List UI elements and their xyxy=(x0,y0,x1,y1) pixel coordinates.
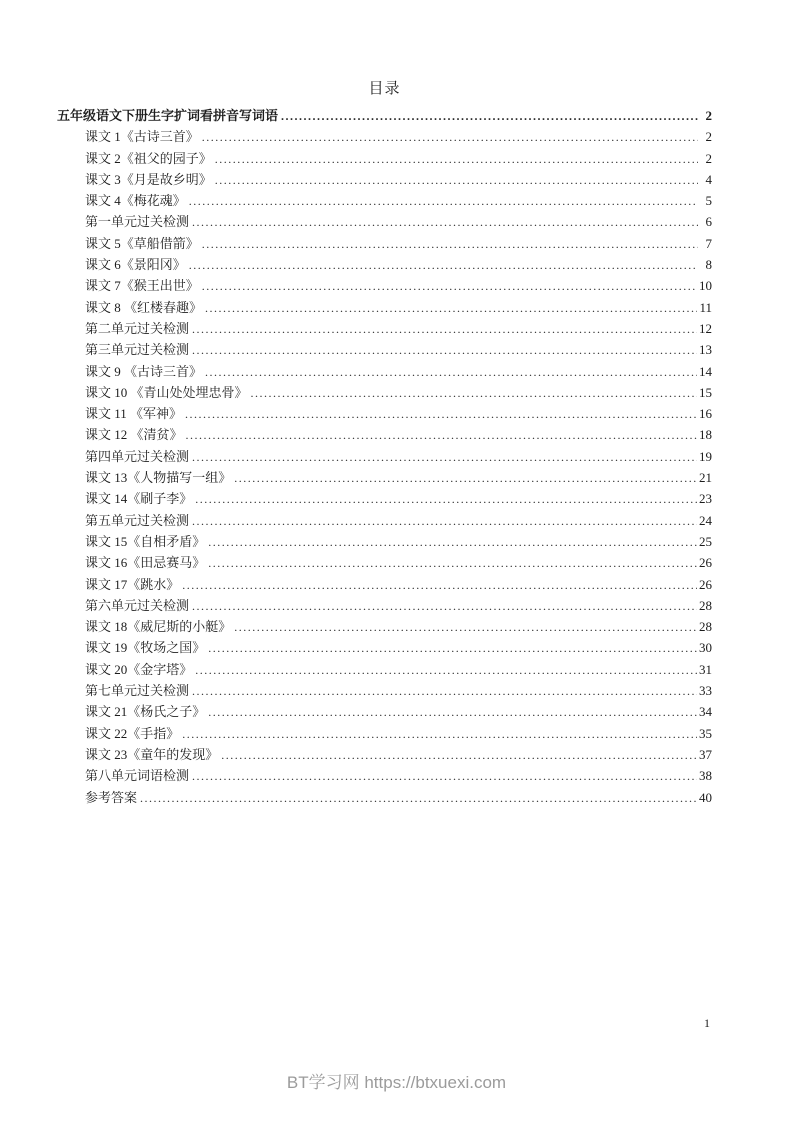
toc-entry[interactable] xyxy=(57,148,712,169)
toc-entry-label: 课文 3《月是故乡明》 xyxy=(85,171,212,187)
toc-entry-label: 课文 22《手指》 xyxy=(85,725,180,741)
toc-entry-page: 13 xyxy=(699,342,712,358)
toc-entry-label: 参考答案 xyxy=(85,789,138,805)
toc-entry[interactable] xyxy=(57,211,712,232)
toc-entry-label: 五年级语文下册生字扩词看拼音写词语 xyxy=(57,108,279,123)
toc-entry[interactable] xyxy=(57,361,712,382)
dot-leader xyxy=(202,126,698,148)
toc-entry[interactable] xyxy=(57,637,712,658)
toc-entry-page: 2 xyxy=(705,150,712,166)
dot-leader xyxy=(215,169,698,191)
dot-leader xyxy=(208,637,697,659)
toc-entry-label: 第七单元过关检测 xyxy=(85,683,190,699)
dot-leader xyxy=(205,361,697,383)
toc-entry[interactable] xyxy=(57,424,712,445)
toc-entry-label: 第二单元过关检测 xyxy=(85,320,190,336)
toc-entry-page: 30 xyxy=(699,640,712,656)
toc-entry[interactable] xyxy=(57,680,712,701)
dot-leader xyxy=(182,723,697,745)
toc-entry-label: 课文 6《景阳冈》 xyxy=(85,257,186,273)
toc-entry-label: 课文 4《梅花魂》 xyxy=(85,193,186,209)
toc-entry-label: 课文 7《猴王出世》 xyxy=(85,278,199,294)
toc-entry[interactable] xyxy=(57,595,712,616)
toc-entry[interactable] xyxy=(57,297,712,318)
dot-leader xyxy=(215,148,698,170)
toc-entry[interactable] xyxy=(57,382,712,403)
toc-entry-label: 课文 17《跳水》 xyxy=(85,576,180,592)
toc-entry-label: 课文 9 《古诗三首》 xyxy=(85,363,203,379)
toc-entry[interactable] xyxy=(57,616,712,637)
toc-entry[interactable] xyxy=(57,126,712,147)
dot-leader xyxy=(192,680,697,702)
toc-entry[interactable] xyxy=(57,701,712,722)
toc-entry-label: 第三单元过关检测 xyxy=(85,342,190,358)
toc-entry-page: 34 xyxy=(699,704,712,720)
dot-leader xyxy=(202,233,698,255)
toc-entry-page: 6 xyxy=(705,214,712,230)
toc-entry-label: 课文 23《童年的发现》 xyxy=(85,746,219,762)
toc-entry[interactable] xyxy=(57,467,712,488)
toc-entry[interactable] xyxy=(57,318,712,339)
site-footer-watermark: BT学习网 https://btxuexi.com xyxy=(286,1073,507,1092)
dot-leader xyxy=(192,765,697,787)
toc-entry-page: 28 xyxy=(699,619,712,635)
toc-entry-label: 第八单元词语检测 xyxy=(85,768,190,784)
toc-entry-label: 第六单元过关检测 xyxy=(85,597,190,613)
dot-leader xyxy=(186,424,697,446)
toc-entry[interactable] xyxy=(57,339,712,360)
toc-entry[interactable] xyxy=(57,723,712,744)
toc-entry[interactable] xyxy=(57,105,712,126)
toc-entry-page: 8 xyxy=(705,257,712,273)
dot-leader xyxy=(192,446,697,468)
toc-entry[interactable] xyxy=(57,254,712,275)
toc-entry-label: 课文 16《田忌赛马》 xyxy=(85,555,206,571)
toc-entry-page: 11 xyxy=(699,299,712,315)
toc-entry-page: 19 xyxy=(699,448,712,464)
toc-entry-page: 33 xyxy=(699,683,712,699)
dot-leader xyxy=(192,339,697,361)
toc-entry-label: 第四单元过关检测 xyxy=(85,448,190,464)
toc-entry-page: 40 xyxy=(699,789,712,805)
toc-entry-page: 15 xyxy=(699,384,712,400)
toc-entry[interactable] xyxy=(57,446,712,467)
toc-entry-page: 14 xyxy=(699,363,712,379)
dot-leader xyxy=(192,510,697,532)
toc-entry-page: 2 xyxy=(705,129,712,145)
toc-entry-page: 5 xyxy=(705,193,712,209)
page-number: 1 xyxy=(704,1016,710,1030)
toc-entry-page: 4 xyxy=(705,171,712,187)
toc-entry-label: 课文 20《金字塔》 xyxy=(85,661,193,677)
dot-leader xyxy=(192,595,697,617)
toc-entry-page: 18 xyxy=(699,427,712,443)
toc-entry[interactable] xyxy=(57,552,712,573)
toc-entry[interactable] xyxy=(57,275,712,296)
toc-entry-page: 38 xyxy=(699,768,712,784)
toc-entry-label: 课文 18《威尼斯的小艇》 xyxy=(85,619,232,635)
toc-entry[interactable] xyxy=(57,488,712,509)
toc-entry-page: 10 xyxy=(699,278,712,294)
dot-leader xyxy=(281,105,698,127)
toc-entry-page: 23 xyxy=(699,491,712,507)
dot-leader xyxy=(202,275,697,297)
dot-leader xyxy=(208,701,697,723)
toc-entry[interactable] xyxy=(57,531,712,552)
toc-entry-label: 第五单元过关检测 xyxy=(85,512,190,528)
dot-leader xyxy=(192,318,697,340)
dot-leader xyxy=(189,190,698,212)
dot-leader xyxy=(195,488,697,510)
dot-leader xyxy=(234,467,697,489)
toc-entry-label: 课文 21《杨氏之子》 xyxy=(85,704,206,720)
toc-entry-page: 37 xyxy=(699,746,712,762)
toc-entry[interactable] xyxy=(57,574,712,595)
toc-entry-label: 课文 1《古诗三首》 xyxy=(85,129,199,145)
toc-entry[interactable] xyxy=(57,169,712,190)
dot-leader xyxy=(221,744,697,766)
dot-leader xyxy=(192,211,698,233)
toc-entry-label: 课文 15《自相矛盾》 xyxy=(85,533,206,549)
toc-entry-label: 第一单元过关检测 xyxy=(85,214,190,230)
toc-entry-page: 7 xyxy=(705,235,712,251)
toc-entry[interactable] xyxy=(57,765,712,786)
toc-entry-label: 课文 19《牧场之国》 xyxy=(85,640,206,656)
toc-section xyxy=(57,80,712,808)
toc-entry-page: 31 xyxy=(699,661,712,677)
dot-leader xyxy=(189,254,698,276)
toc-entry[interactable] xyxy=(57,190,712,211)
toc-entry-label: 课文 13《人物描写一组》 xyxy=(85,470,232,486)
toc-entry[interactable] xyxy=(57,233,712,254)
toc-entry-page: 21 xyxy=(699,470,712,486)
toc-entry-label: 课文 5《草船借箭》 xyxy=(85,235,199,251)
toc-entry-label: 课文 8 《红楼春趣》 xyxy=(85,299,203,315)
toc-list xyxy=(57,105,712,808)
toc-entry-page: 35 xyxy=(699,725,712,741)
toc-entry-page: 28 xyxy=(699,597,712,613)
toc-entry[interactable] xyxy=(57,510,712,531)
dot-leader xyxy=(182,574,697,596)
toc-entry[interactable] xyxy=(57,787,712,808)
toc-entry[interactable] xyxy=(57,403,712,424)
dot-leader xyxy=(208,531,697,553)
toc-entry-page: 25 xyxy=(699,533,712,549)
dot-leader xyxy=(185,403,697,425)
dot-leader xyxy=(208,552,697,574)
toc-entry-page: 2 xyxy=(705,108,712,123)
toc-entry-label: 课文 11 《军神》 xyxy=(85,406,183,422)
toc-entry-page: 12 xyxy=(699,320,712,336)
dot-leader xyxy=(195,659,697,681)
toc-entry-page: 26 xyxy=(699,576,712,592)
toc-title: 目录 xyxy=(368,81,401,97)
toc-entry-page: 24 xyxy=(699,512,712,528)
toc-entry-label: 课文 14《刷子李》 xyxy=(85,491,193,507)
dot-leader xyxy=(205,297,697,319)
toc-entry-label: 课文 12 《清贫》 xyxy=(85,427,183,443)
toc-entry[interactable] xyxy=(57,659,712,680)
toc-entry-label: 课文 2《祖父的园子》 xyxy=(85,150,212,166)
toc-entry-page: 26 xyxy=(699,555,712,571)
toc-entry[interactable] xyxy=(57,744,712,765)
toc-entry-label: 课文 10 《青山处处埋忠骨》 xyxy=(85,384,248,400)
dot-leader xyxy=(140,787,697,809)
dot-leader xyxy=(251,382,697,404)
toc-entry-page: 16 xyxy=(699,406,712,422)
dot-leader xyxy=(234,616,697,638)
